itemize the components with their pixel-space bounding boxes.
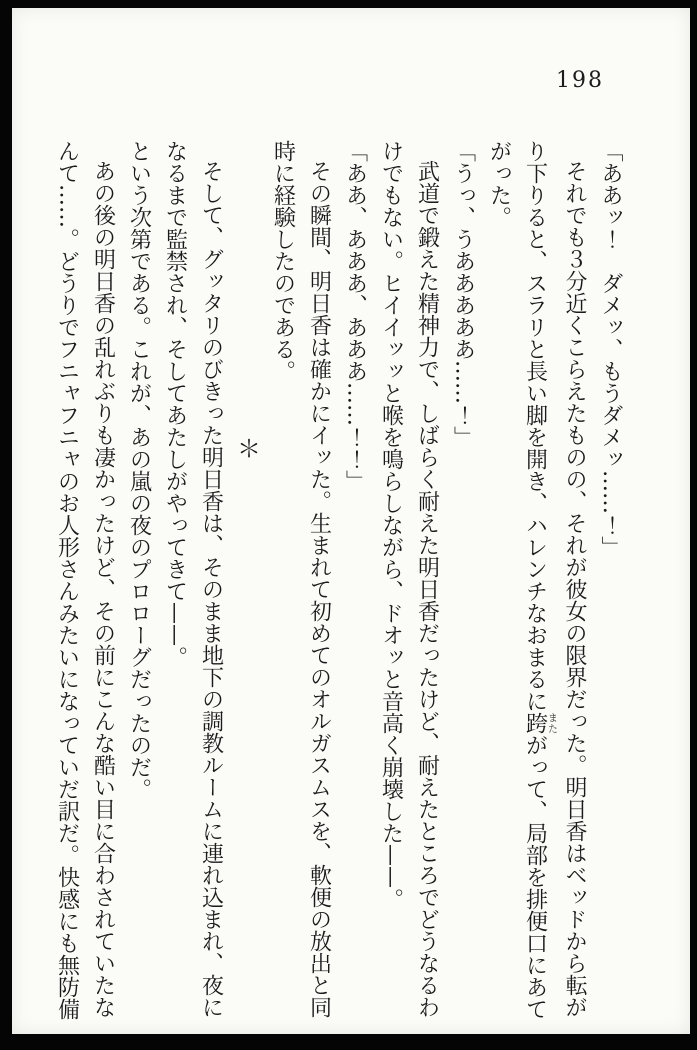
text-line: がった。 [486,140,512,228]
text-line: んて……。どうりでフニャフニャのお人形さんみたいになっていだ訳だ。快感にも無防備 [54,140,80,1020]
text-line: という次第である。これが、あの嵐の夜のプロローグだったのだ。 [126,140,152,800]
text-line: 時に経験したのである。 [270,140,296,382]
page-number: 198 [556,68,604,93]
text-line: その瞬間、明日香は確かにイッた。生まれて初めてのオルガスムスを、軟便の放出と同 [306,160,332,1018]
text-line: 「ああ、あああ、あああ……！！」 [342,140,368,492]
text-line: 「うっ、うあああああ……！」 [450,140,476,448]
text-line: 「ああッ！ ダメッ、もうダメッ……！」 [598,140,623,558]
text-line: けでもない。ヒイイッッと喉を鳴らしながら、ドオッと音高く崩壊した——。 [378,140,404,910]
text-line: それでも３分近くこらえたものの、それが彼女の限界だった。明日香はベッドから転が [562,160,587,1018]
book-page [12,8,690,1034]
furigana-term: 跨また [522,712,557,734]
text-line: そして、グッタリのびきった明日香は、そのまま地下の調教ルームに連れ込まれ、夜に [198,160,224,1018]
section-separator: ＊ [232,436,261,460]
text-line: 武道で鍛えた精神力で、しばらく耐えた明日香だったけど、耐えたところでどうなるわ [414,160,440,1018]
text-line: なるまで監禁され、そしてあたしがやってきて——。 [162,140,188,668]
text-line: り下りると、スラリと長い脚を開き、ハレンチなおまるに跨またがって、局部を排便口にあて [522,140,557,1020]
text-block [49,140,629,1024]
text-line: あの後の明日香の乱れぶりも凄かったけど、その前にこんな酷い目に合わされていたな [90,160,116,1018]
